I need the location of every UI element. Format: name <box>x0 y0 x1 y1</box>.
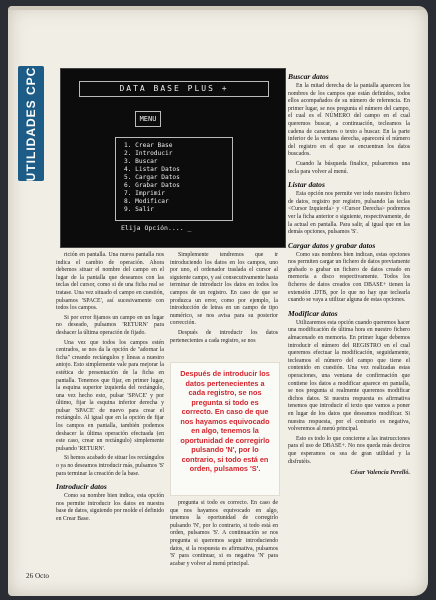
left-column <box>56 252 164 526</box>
magazine-page <box>8 6 428 596</box>
paragraph: Esta opción nos permite ver todo nuestro fichero de datos, registro por registro, pulsando las teclas <Cursor Izquierda> y <Cursor Derecha> podremos ver la ficha anterior o siguiente, respectivamente, de la actual en pantalla. Para salir, al igual que en las demás opciones, pulsamos 'S'. <box>288 191 410 236</box>
pull-quote <box>170 362 280 496</box>
paragraph: Como su nombre bien indica, esta opción nos permite introducir los datos en nuestra base de datos, siguiendo por molde el definido en Crear Base. <box>56 493 164 522</box>
paragraph: pregunta si todo es correcto. En caso de que nos hayamos equivocado en algo, tenemos la oportunidad de corregirlo pulsando 'N', por lo contrario, si todo está en orden, pulsamos 'S'. A continuación se nos pregunta si queremos seguir introduciendo datos, si la respuesta es afirmativa, pulsamos 'S' para continuar, si es negativa 'N' para acabar y volver al menú principal. <box>170 500 278 567</box>
paragraph: En la mitad derecha de la pantalla aparecen los nombres de los campos que están definidos, todos ellos acompañados de su número de referencia. En primer lugar, se nos pregunta el número del campo, el cual es el NÚMERO del campo en el cual queremos buscar, a continuación, tecleamos la cadena de caracteres o texto a buscar. En la parte inferior de la ventana derecha, aparecerá el número del registro en el que se encuentran los datos buscados. <box>288 83 410 158</box>
screen-menu-item: 6. Grabar Datos <box>124 182 180 189</box>
program-screenshot <box>60 68 286 248</box>
screen-menu-item: 2. Introducir <box>124 150 173 157</box>
screen-prompt <box>121 224 191 232</box>
paragraph: Después de introducir los datos pertenecientes a cada registro, se nos <box>170 329 278 344</box>
paragraph: Simplemente tendremos que ir introduciendo los datos en los campos, uno por uno, el ordenador traslada el cursor al siguiente campo, y así consecutivamente hasta terminar de introducir los datos en todos los campos de un registro. En caso de que se produzca un error, como por ejemplo, la introducción de letras en un campo de tipo numérico, se nos avisa para su posterior corrección. <box>170 252 278 327</box>
screen-menu-box <box>115 137 233 221</box>
screen-title: DATA BASE PLUS + <box>79 81 269 97</box>
section-heading: Buscar datos <box>288 72 329 81</box>
paragraph: Cuando la búsqueda finalice, pulsaremos una tecla para volver al menú. <box>288 160 410 175</box>
paragraph: Si hemos acabado de situar los rectángulos o ya no deseamos introducir más, pulsamos 'S' para terminar la creación de la base. <box>56 455 164 477</box>
paragraph: Si por error fijamos un campo en un lugar no deseado, pulsamos 'RETURN' para deshacer la última operación de fijado. <box>56 314 164 336</box>
screen-menu-list <box>124 142 232 214</box>
screen-menu-item: 5. Cargar Datos <box>124 174 180 181</box>
screen-prompt-text: Elija Opción.... <box>121 224 184 232</box>
section-heading: Listar datos <box>288 180 325 190</box>
paragraph: Una vez que todos los campos estén centrados, se nos da la opción de "adornar la ficha" creando rectángulos y líneas a nuestro antojo. Esto simplemente vale para mejorar la estética de presentación de la ficha en pantalla. Tenemos que fijar, en primer lugar, la esquina superior izquierda del rectángulo, una vez hecho esto, pulsar 'SPACE' y por último, fijar la esquina inferior derecha y pulsar 'SPACE' de nuevo para crear el rectángulo. Al igual que en la opción de fijar los campos en pantalla, también podemos deshacer la última operación efectuada (en este caso, crear un rectángulo) simplemente pulsando 'RETURN'. <box>56 339 164 452</box>
screen-menu-item: 7. Imprimir <box>124 190 165 197</box>
screen-menu-item: 3. Buscar <box>124 158 158 165</box>
screen-menu-item: 9. Salir <box>124 206 154 213</box>
section-heading: Introducir datos <box>56 482 107 492</box>
top-band <box>8 6 428 10</box>
page-folio: 26 Octo <box>26 572 49 580</box>
section-tab-label: UTILIDADES CPC <box>24 66 38 181</box>
middle-column-continued <box>170 500 278 570</box>
paragraph: Esto es todo lo que concierne a las instrucciones para el uso de DBASE+. No nos queda más deciros que esperamos os sea de gran utilidad y la disfrutéis. <box>288 435 410 465</box>
middle-column <box>170 252 278 347</box>
section-heading: Cargar datos y grabar datos <box>288 240 376 250</box>
right-column <box>288 68 410 477</box>
section-heading: Modificar datos <box>288 308 338 318</box>
screen-menu-item: 4. Listar Datos <box>124 166 180 173</box>
screen-menu-item: 1. Crear Base <box>124 142 173 149</box>
screen-menu-label: MENU <box>135 111 161 127</box>
author-signature: César Valencia Perelló. <box>350 469 410 477</box>
paragraph: Como sus nombres bien indican, estas opciones nos permiten cargar un fichero de datos previamente grabado o grabar un fichero de datos creado en memoria a disco respectivamente. Todos los ficheros de datos creados con DBASE+ tienen la extensión .DTB, por lo que no hay que teclearla cuando se vaya a utilizar alguna de estas opciones. <box>288 251 410 304</box>
paragraph: Utilizaremos esta opción cuando queremos hacer una modificación de última hora en nuestro fichero almacenado en memoria. En primer lugar debemos introducir el número del REGISTRO en el cual queremos efectuar la modificación, seguidamente, tecleamos el número del campo que tiene el contenido en cuestión. Una vez realizadas estas operaciones, una ventana de confirmación que contiene los datos a modificar aparece en pantalla, se nos pregunta si realmente queremos modificar dichos datos. Si nuestra respuesta es afirmativa tenemos que introducir el texto que vamos a poner en lugar de los datos que deseamos modificar. Si nuestra respuesta, por el contrario es negativa, volveremos al menú principal. <box>288 319 410 433</box>
paragraph: rición en pantalla. Una nueva pantalla nos indica el cambio de operación. Ahora debemos situar el nombre del campo en el lugar de la pantalla que deseamos con las teclas del cursor, como si de una ficha real se tratase. Una vez situado el campo en cuestión, pulsamos 'SPACE', así sucesivamente con todos los campos. <box>56 252 164 312</box>
screen-cursor: _ <box>187 224 192 232</box>
section-tab <box>18 66 44 181</box>
screen-menu-item: 8. Modificar <box>124 198 169 205</box>
pull-quote-text: Después de introducir los datos pertenecientes a cada registro, se nos pregunta si todo es correcto. En caso de que nos hayamos equivocado en algo, tenemos la oportunidad de corregirlo pulsando 'N', por lo contrario, si todo está en orden, pulsamos 'S'. <box>180 369 270 473</box>
